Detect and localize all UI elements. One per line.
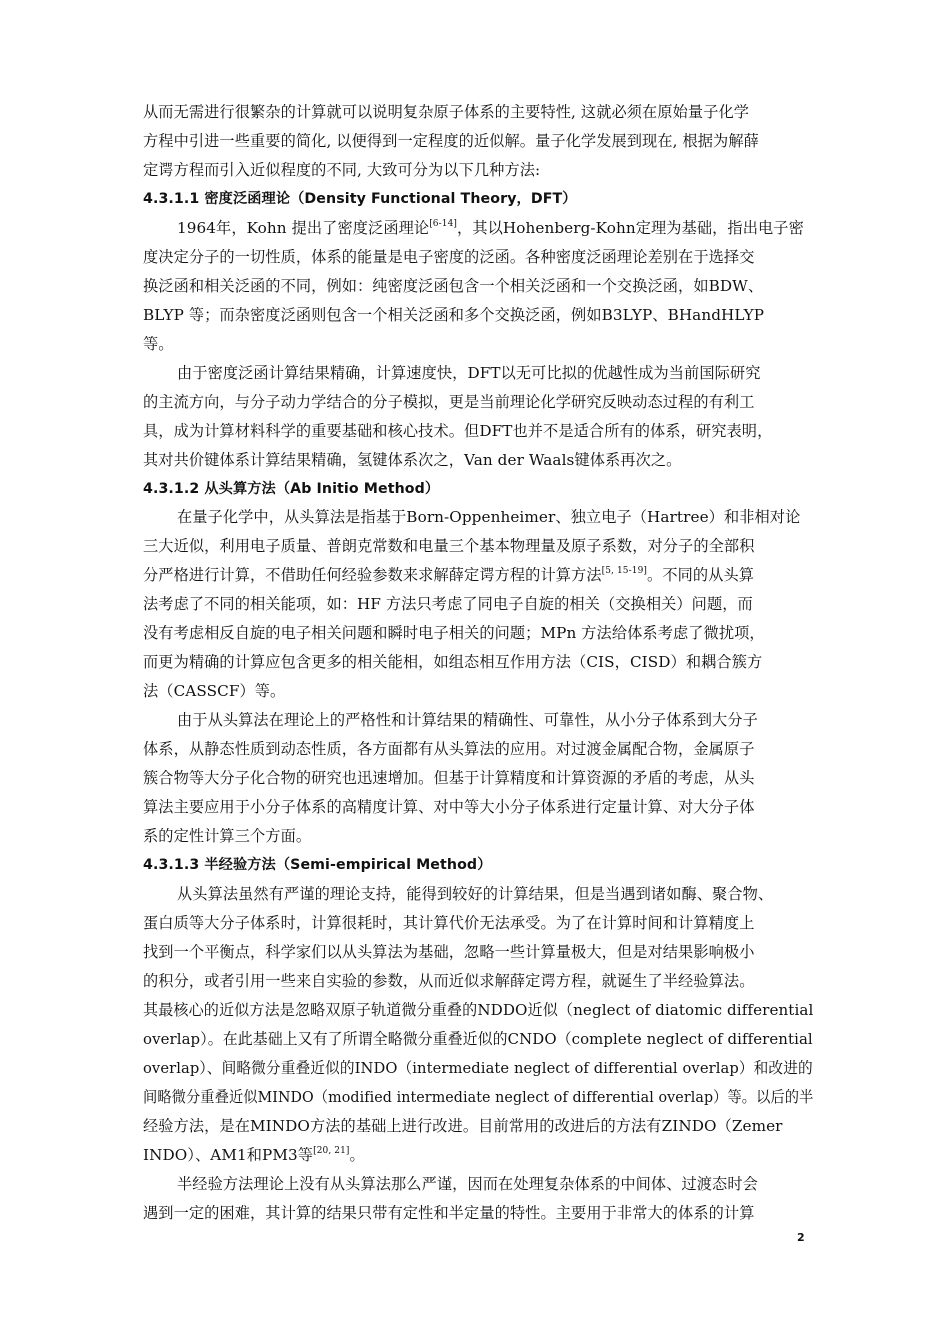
text-line [143,564,813,586]
text-line [177,217,813,239]
text-line: 经验方法，是在MINDO方法的基础上进行改进。目前常用的改进后的方法有ZINDO（Zemer [143,1117,783,1135]
text-line: 的积分，或者引用一些来自实验的参数，从而近似求解薛定谔方程，就诞生了半经验算法。 [143,972,755,990]
text-line: 没有考虑相反自旋的电子相关问题和瞬时电子相关的问题；MPn 方法给体系考虑了微扰项， [143,624,765,642]
text-line: 从头算法虽然有严谨的理论支持，能得到较好的计算结果，但是当遇到诸如酶、聚合物、 [177,885,774,903]
text-line: 其对共价键体系计算结果精确，氢键体系次之，Van der Waals键体系再次之。 [143,451,682,469]
text-line: 由于密度泛函计算结果精确，计算速度快，DFT以无可比拟的优越性成为当前国际研究 [177,364,761,382]
citation: [5, 15-19] [601,565,648,576]
text-line: 方程中引进一些重要的简化, 以便得到一定程度的近似解。量子化学发展到现在, 根据为解薛 [143,132,759,150]
text-line: 法考虑了不同的相关能项，如：HF 方法只考虑了同电子自旋的相关（交换相关）问题，而 [143,595,753,613]
text-line: 在量子化学中，从头算法是指基于Born-Oppenheimer、独立电子（Hartree）和非相对论 [177,508,801,526]
text-line: 簇合物等大分子化合物的研究也迅速增加。但基于计算精度和计算资源的矛盾的考虑，从头 [143,769,755,787]
text-line: 换泛函和相关泛函的不同，例如：纯密度泛函包含一个相关泛函和一个交换泛函，如BDW、 [143,277,764,295]
text-segment: 。 [349,1146,365,1164]
text-line: 半经验方法理论上没有从头算法那么严谨，因而在处理复杂体系的中间体、过渡态时会 [177,1175,758,1193]
text-line: 三大近似，利用电子质量、普朗克常数和电量三个基本物理量及原子系数，对分子的全部积 [143,537,755,555]
text-segment: 1964年，Kohn 提出了密度泛函理论 [177,219,430,237]
text-line: overlap）、间略微分重叠近似的INDO（intermediate neglect of differential overlap）和改进的 [143,1059,813,1077]
page-number: 2 [797,1231,805,1244]
citation: [6-14] [429,218,458,229]
section-heading-semi-empirical: 4.3.1.3 半经验方法（Semi-empirical Method） [143,857,492,873]
text-line: 的主流方向，与分子动力学结合的分子模拟，更是当前理论化学研究反映动态过程的有利工 [143,393,755,411]
citation: [20, 21] [313,1145,350,1156]
text-segment: ，其以Hohenberg-Kohn定理为基础，指出电子密 [457,219,804,237]
text-line: 其最核心的近似方法是忽略双原子轨道微分重叠的NDDO近似（neglect of diatomic differential [143,1001,814,1019]
text-line [143,1144,813,1166]
text-segment: INDO）、AM1和PM3等 [143,1146,314,1164]
text-line: 定谔方程而引入近似程度的不同, 大致可分为以下几种方法: [143,161,541,179]
text-line: 体系，从静态性质到动态性质，各方面都有从头算法的应用。对过渡金属配合物，金属原子 [143,740,755,758]
text-line: 遇到一定的困难，其计算的结果只带有定性和半定量的特性。主要用于非常大的体系的计算 [143,1204,755,1222]
section-heading-ab-initio: 4.3.1.2 从头算方法（Ab Initio Method） [143,481,440,497]
text-line: BLYP 等；而杂密度泛函则包含一个相关泛函和多个交换泛函，例如B3LYP、BHandHLYP [143,306,765,324]
text-line: overlap）。在此基础上又有了所谓全略微分重叠近似的CNDO（complete neglect of differential [143,1030,813,1048]
text-line: 度决定分子的一切性质，体系的能量是电子密度的泛函。各种密度泛函理论差别在于选择交 [143,248,755,266]
text-line: 具，成为计算材料科学的重要基础和核心技术。但DFT也并不是适合所有的体系，研究表明， [143,422,773,440]
text-line: 间略微分重叠近似MINDO（modified intermediate neglect of differential overlap）等。以后的半 [143,1088,814,1106]
text-line: 找到一个平衡点，科学家们以从头算法为基础，忽略一些计算量极大，但是对结果影响极小 [143,943,755,961]
text-line: 而更为精确的计算应包含更多的相关能相，如组态相互作用方法（CIS，CISD）和耦合簇方 [143,653,763,671]
text-line: 等。 [143,335,174,353]
text-line: 蛋白质等大分子体系时，计算很耗时，其计算代价无法承受。为了在计算时间和计算精度上 [143,914,755,932]
section-heading-dft: 4.3.1.1 密度泛函理论（Density Functional Theory，DFT） [143,191,577,207]
text-line: 算法主要应用于小分子体系的高精度计算、对中等大小分子体系进行定量计算、对大分子体 [143,798,755,816]
text-line: 法（CASSCF）等。 [143,682,286,700]
text-line: 从而无需进行很繁杂的计算就可以说明复杂原子体系的主要特性, 这就必须在原始量子化学 [143,103,750,121]
text-line: 系的定性计算三个方面。 [143,827,312,845]
text-line: 由于从头算法在理论上的严格性和计算结果的精确性、可靠性，从小分子体系到大分子 [177,711,758,729]
text-segment: 。不同的从头算 [647,566,755,584]
text-segment: 分严格进行计算，不借助任何经验参数来求解薛定谔方程的计算方法 [143,566,602,584]
